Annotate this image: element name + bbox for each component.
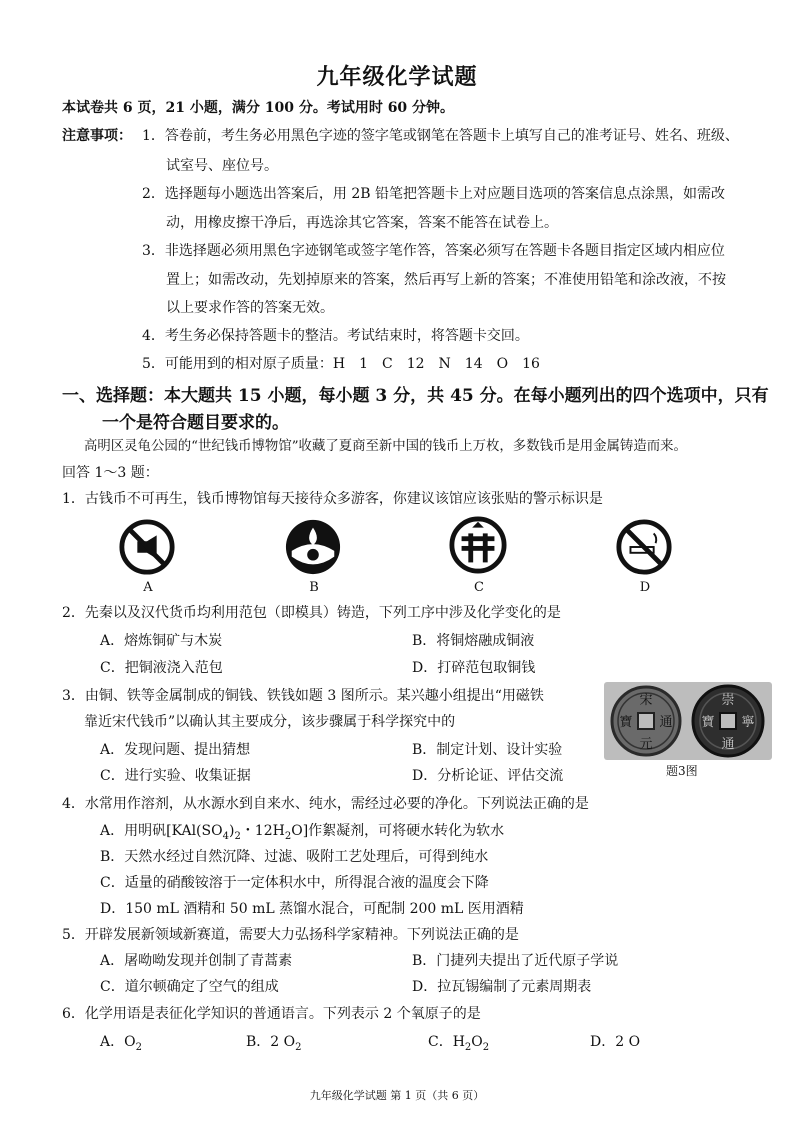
q2-option-b[interactable]: B．将铜熔融成铜液 [412,633,535,649]
coin2-char-right: 寧 [741,715,755,730]
q1-option-d[interactable] [615,518,673,580]
q4-a-sub-1: 4 [222,830,229,842]
q4-a-text-2: ) [228,823,235,839]
q3-option-d[interactable]: D．分析论证、评估交流 [412,768,564,784]
note-1-cont: 试室号、座位号。 [166,158,278,174]
q4-a-text-3: ・12H [240,823,285,839]
q4-a-text-1: A．用明矾[KAl(SO [100,823,223,839]
q6-option-a[interactable] [100,1032,142,1058]
q1-option-a[interactable] [118,518,176,580]
coin2-char-left: 寶 [701,715,715,730]
q6-b-sub: 2 [295,1041,302,1053]
note-3: 3．非选择题必须用黑色字迹钢笔或签字笔作答，答案必须写在答题卡各题目指定区域内相应位 [142,243,725,259]
q1-label-b: B [309,580,319,595]
q1-label-a: A [143,580,153,595]
q1-option-b[interactable] [284,518,342,580]
water-saving-icon [284,518,342,576]
section-1-heading: 一、选择题：本大题共 15 小题，每小题 3 分，共 45 分。在每小题列出的四个选项中，只有 [62,386,769,406]
exam-title: 九年级化学试题 [316,64,478,90]
q6-option-d[interactable]: D．2 O [590,1034,641,1050]
q6-b-text: B．2 O [246,1034,296,1050]
q4-option-d[interactable]: D．150 mL 酒精和 50 mL 蒸馏水混合，可配制 200 mL 医用酒精 [100,901,524,917]
note-3-cont1: 置上；如需改动，先划掉原来的答案，然后再写上新的答案；不准使用铅笔和涂改液，不按 [166,272,726,288]
q4-stem: 4．水常用作溶剂，从水源水到自来水、纯水，需经过必要的净化。下列说法正确的是 [62,796,589,812]
no-horn-icon [118,518,176,576]
q6-a-text: A．O [100,1034,136,1050]
q6-c-sub-2: 2 [482,1041,490,1053]
coins-image [604,682,772,760]
q2-option-a[interactable]: A．熔炼铜矿与木炭 [100,633,223,649]
q2-option-d[interactable]: D．打碎范包取铜钱 [412,660,536,676]
q5-option-a[interactable]: A．屠呦呦发现并创制了青蒿素 [100,953,293,969]
q6-c-sub-1: 2 [464,1041,472,1053]
q4-a-text-4: O]作絮凝剂，可将硬水转化为软水 [291,823,505,839]
section-1-heading-cont: 一个是符合题目要求的。 [102,413,289,433]
q6-option-b[interactable] [246,1032,302,1058]
q5-option-c[interactable]: C．道尔顿确定了空气的组成 [100,979,279,995]
coin2-char-bottom: 通 [721,737,735,752]
note-2: 2．选择题每小题选出答案后，用 2B 铅笔把答题卡上对应题目选项的答案信息点涂黑，如需改 [142,186,726,202]
coin1-char-bottom: 元 [639,737,653,752]
q6-a-sub: 2 [135,1041,142,1053]
coin2-char-top: 崇 [721,693,735,708]
q3-figure [604,682,772,760]
q4-option-b[interactable]: B．天然水经过自然沉降、过滤、吸附工艺处理后，可得到纯水 [100,849,489,865]
coin1-char-right: 通 [659,715,673,730]
q1-label-d: D [639,580,651,595]
q6-c-text-2: O [471,1034,483,1050]
q3-figure-caption: 题3图 [666,764,698,778]
note-3-cont2: 以上要求作答的答案无效。 [166,300,334,316]
q3-option-a[interactable]: A．发现问题、提出猜想 [100,742,251,758]
q3-stem-cont: 靠近宋代钱币”以确认其主要成分，该步骤属于科学探究中的 [84,714,456,730]
q5-option-b[interactable]: B．门捷列夫提出了近代原子学说 [412,953,619,969]
coin1-char-top: 宋 [639,693,653,708]
notes-label: 注意事项： [62,128,132,144]
q4-a-sub-3: 2 [284,830,292,842]
q1-option-c[interactable] [449,516,507,578]
q5-option-d[interactable]: D．拉瓦锡编制了元素周期表 [412,979,592,995]
passage: 高明区灵龟公园的“世纪钱币博物馆”收藏了夏商至新中国的钱币上万枚，多数钱币是用金属铸造而来。 [84,439,687,454]
q3-option-b[interactable]: B．制定计划、设计实验 [412,742,563,758]
coin1-char-left: 寶 [619,715,633,730]
note-1: 1．答卷前，考生务必用黑色字迹的签字笔或钢笔在答题卡上填写自己的准考证号、姓名、班级、 [142,128,739,144]
exam-intro: 本试卷共 6 页，21 小题，满分 100 分。考试用时 60 分钟。 [62,100,455,116]
q1-stem: 1．古钱币不可再生，钱币博物馆每天接待众多游客，你建议该馆应该张贴的警示标识是 [62,491,603,507]
q6-stem: 6．化学用语是表征化学知识的普通语言。下列表示 2 个氧原子的是 [62,1006,481,1022]
q5-stem: 5．开辟发展新领域新赛道，需要大力弘扬科学家精神。下列说法正确的是 [62,927,519,943]
q3-stem: 3．由铜、铁等金属制成的铜钱、铁钱如题 3 图所示。某兴趣小组提出“用磁铁 [62,688,544,704]
recycle-sign-icon [449,516,507,574]
note-2-cont: 动，用橡皮擦干净后，再选涂其它答案，答案不能答在试卷上。 [166,215,558,231]
q4-option-c[interactable]: C．适量的硝酸铵溶于一定体积水中，所得混合液的温度会下降 [100,875,489,891]
page-footer: 九年级化学试题 第 1 页（共 6 页） [309,1089,485,1102]
q3-option-c[interactable]: C．进行实验、收集证据 [100,768,251,784]
q1-label-c: C [474,580,484,595]
q4-option-a[interactable] [100,821,504,847]
no-smoking-icon [615,518,673,576]
q6-c-text-1: C．H [428,1034,465,1050]
q4-a-sub-2: 2 [234,830,241,842]
passage-instruction: 回答 1～3 题： [62,465,159,481]
q6-option-c[interactable] [428,1032,489,1058]
note-4: 4．考生务必保持答题卡的整洁。考试结束时，将答题卡交回。 [142,328,529,344]
q2-option-c[interactable]: C．把铜液浇入范包 [100,660,223,676]
q2-stem: 2．先秦以及汉代货币均利用范包（即模具）铸造，下列工序中涉及化学变化的是 [62,605,561,621]
note-5: 5．可能用到的相对原子质量：H 1 C 12 N 14 O 16 [142,356,540,372]
